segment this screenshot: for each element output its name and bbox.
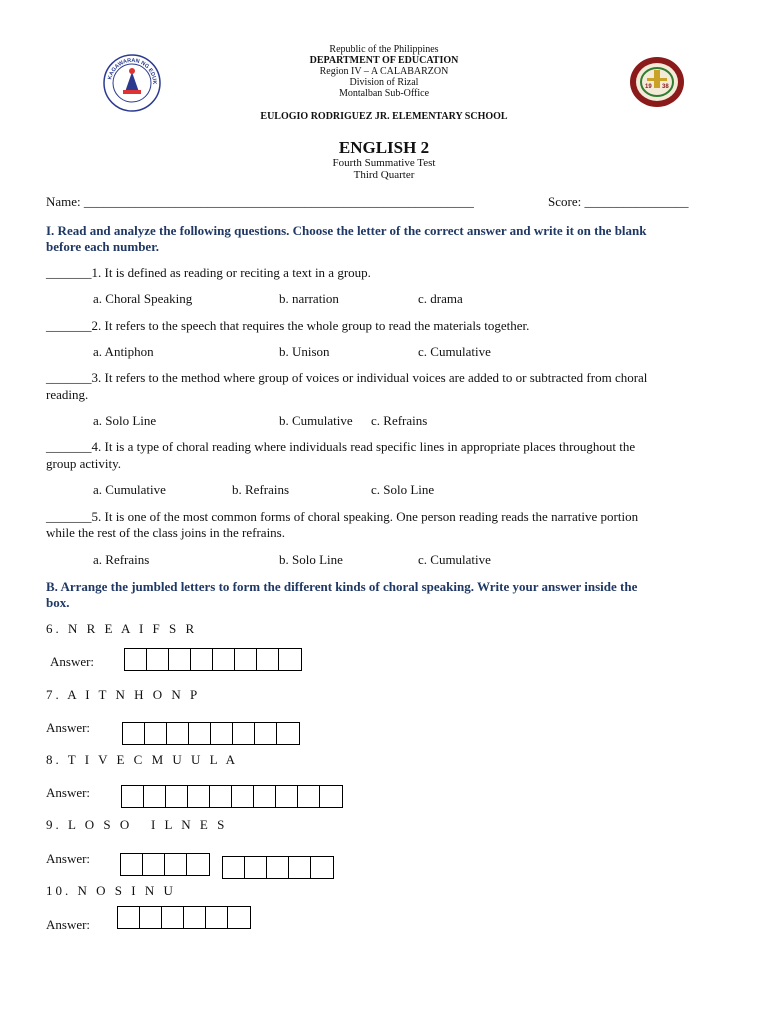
item-8-answer-label: Answer: bbox=[46, 785, 91, 800]
item-10-answer-boxes[interactable] bbox=[117, 906, 251, 929]
letter-box[interactable] bbox=[232, 786, 254, 807]
letter-box[interactable] bbox=[143, 854, 165, 875]
letter-box[interactable] bbox=[169, 649, 191, 670]
q5-option-c: c. Cumulative bbox=[418, 552, 491, 567]
item-7-answer-boxes[interactable] bbox=[122, 722, 300, 745]
q1-option-b: b. narration bbox=[279, 291, 339, 306]
section-a-instruction-1: I. Read and analyze the following questions. Choose the letter of the correct answer and write it on the blank bbox=[46, 223, 647, 238]
q4-option-a: a. Cumulative bbox=[93, 482, 166, 497]
letter-box[interactable] bbox=[289, 857, 311, 878]
letter-box[interactable] bbox=[187, 854, 209, 875]
q5-option-a: a. Refrains bbox=[93, 552, 150, 567]
item-9-prompt: 9. L O S O I L N E S bbox=[46, 817, 228, 832]
letter-box[interactable] bbox=[125, 649, 147, 670]
letter-box[interactable] bbox=[254, 786, 276, 807]
item-10-prompt: 10. N O S I N U bbox=[46, 883, 176, 898]
question-2: _______2. It refers to the speech that requires the whole group to read the materials together. bbox=[46, 318, 530, 333]
name-field: Name: ____________________________________________________________ bbox=[46, 194, 474, 209]
letter-box[interactable] bbox=[276, 786, 298, 807]
letter-box[interactable] bbox=[255, 723, 277, 744]
question-4-cont: group activity. bbox=[46, 456, 121, 471]
score-field: Score: ________________ bbox=[548, 194, 689, 209]
item-9-answer-label: Answer: bbox=[46, 851, 91, 866]
section-b-instruction-2: box. bbox=[46, 595, 70, 610]
q4-option-c: c. Solo Line bbox=[371, 482, 435, 497]
question-3-cont: reading. bbox=[46, 387, 89, 402]
department-text: DEPARTMENT OF EDUCATION bbox=[309, 55, 459, 66]
letter-box[interactable] bbox=[298, 786, 320, 807]
subject-title: ENGLISH 2 bbox=[338, 138, 430, 157]
letter-box[interactable] bbox=[213, 649, 235, 670]
letter-box[interactable] bbox=[233, 723, 255, 744]
svg-text:19: 19 bbox=[645, 84, 652, 90]
letter-box[interactable] bbox=[118, 907, 140, 928]
test-title: Fourth Summative Test bbox=[332, 157, 436, 169]
letter-box[interactable] bbox=[147, 649, 169, 670]
letter-box[interactable] bbox=[191, 649, 213, 670]
q2-option-a: a. Antiphon bbox=[93, 344, 154, 359]
letter-box[interactable] bbox=[279, 649, 301, 670]
letter-box[interactable] bbox=[184, 907, 206, 928]
letter-box[interactable] bbox=[189, 723, 211, 744]
letter-box[interactable] bbox=[228, 907, 250, 928]
question-3: _______3. It refers to the method where group of voices or individual voices are added to or subtracted from choral bbox=[46, 370, 648, 385]
item-8-answer-boxes[interactable] bbox=[121, 785, 343, 808]
question-4: _______4. It is a type of choral reading where individuals read specific lines in appropriate places throughout the bbox=[46, 439, 636, 454]
q2-option-c: c. Cumulative bbox=[418, 344, 491, 359]
q3-option-a: a. Solo Line bbox=[93, 413, 157, 428]
item-9-answer-boxes-2[interactable] bbox=[222, 856, 334, 879]
quarter-title: Third Quarter bbox=[353, 169, 415, 181]
item-6-prompt: 6. N R E A I F S R bbox=[46, 621, 198, 636]
republic-text: Republic of the Philippines bbox=[329, 44, 439, 55]
division-text: Division of Rizal bbox=[349, 77, 419, 88]
letter-box[interactable] bbox=[123, 723, 145, 744]
letter-box[interactable] bbox=[165, 854, 187, 875]
item-8-prompt: 8. T I V E C M U U L A bbox=[46, 752, 239, 767]
letter-box[interactable] bbox=[245, 857, 267, 878]
item-9-answer-boxes-1[interactable] bbox=[120, 853, 210, 876]
svg-text:38: 38 bbox=[662, 84, 669, 90]
question-5: _______5. It is one of the most common forms of choral speaking. One person reading reads the narrative portion bbox=[46, 509, 639, 524]
region-text: Region IV – A CALABARZON bbox=[319, 66, 449, 77]
letter-box[interactable] bbox=[210, 786, 232, 807]
item-7-answer-label: Answer: bbox=[46, 720, 91, 735]
q4-option-b: b. Refrains bbox=[232, 482, 290, 497]
letter-box[interactable] bbox=[267, 857, 289, 878]
letter-box[interactable] bbox=[206, 907, 228, 928]
question-1: _______1. It is defined as reading or reciting a text in a group. bbox=[46, 265, 371, 280]
q1-option-a: a. Choral Speaking bbox=[93, 291, 193, 306]
letter-box[interactable] bbox=[167, 723, 189, 744]
item-10-answer-label: Answer: bbox=[46, 917, 91, 932]
svg-text:KAGAWARAN NG EDUKASYON: KAGAWARAN NG EDUK bbox=[107, 57, 158, 85]
item-7-prompt: 7. A I T N H O N P bbox=[46, 687, 201, 702]
office-text: Montalban Sub-Office bbox=[338, 88, 430, 99]
item-6-answer-label: Answer: bbox=[50, 654, 95, 669]
letter-box[interactable] bbox=[140, 907, 162, 928]
letter-box[interactable] bbox=[145, 723, 167, 744]
letter-box[interactable] bbox=[122, 786, 144, 807]
section-b-instruction-1: B. Arrange the jumbled letters to form the different kinds of choral speaking. Write your answer inside the bbox=[46, 579, 638, 594]
letter-box[interactable] bbox=[162, 907, 184, 928]
letter-box[interactable] bbox=[311, 857, 333, 878]
q3-option-b: b. Cumulative bbox=[279, 413, 353, 428]
q1-option-c: c. drama bbox=[418, 291, 463, 306]
item-6-answer-boxes[interactable] bbox=[124, 648, 302, 671]
letter-box[interactable] bbox=[188, 786, 210, 807]
section-a-instruction-2: before each number. bbox=[46, 239, 160, 254]
letter-box[interactable] bbox=[320, 786, 342, 807]
q3-option-c: c. Refrains bbox=[371, 413, 428, 428]
letter-box[interactable] bbox=[277, 723, 299, 744]
letter-box[interactable] bbox=[223, 857, 245, 878]
letter-box[interactable] bbox=[144, 786, 166, 807]
letter-box[interactable] bbox=[121, 854, 143, 875]
school-name: EULOGIO RODRIGUEZ JR. ELEMENTARY SCHOOL bbox=[260, 111, 508, 122]
question-5-cont: while the rest of the class joins in the refrains. bbox=[46, 525, 285, 540]
letter-box[interactable] bbox=[257, 649, 279, 670]
letter-box[interactable] bbox=[166, 786, 188, 807]
letter-box[interactable] bbox=[235, 649, 257, 670]
q5-option-b: b. Solo Line bbox=[279, 552, 343, 567]
letter-box[interactable] bbox=[211, 723, 233, 744]
q2-option-b: b. Unison bbox=[279, 344, 330, 359]
